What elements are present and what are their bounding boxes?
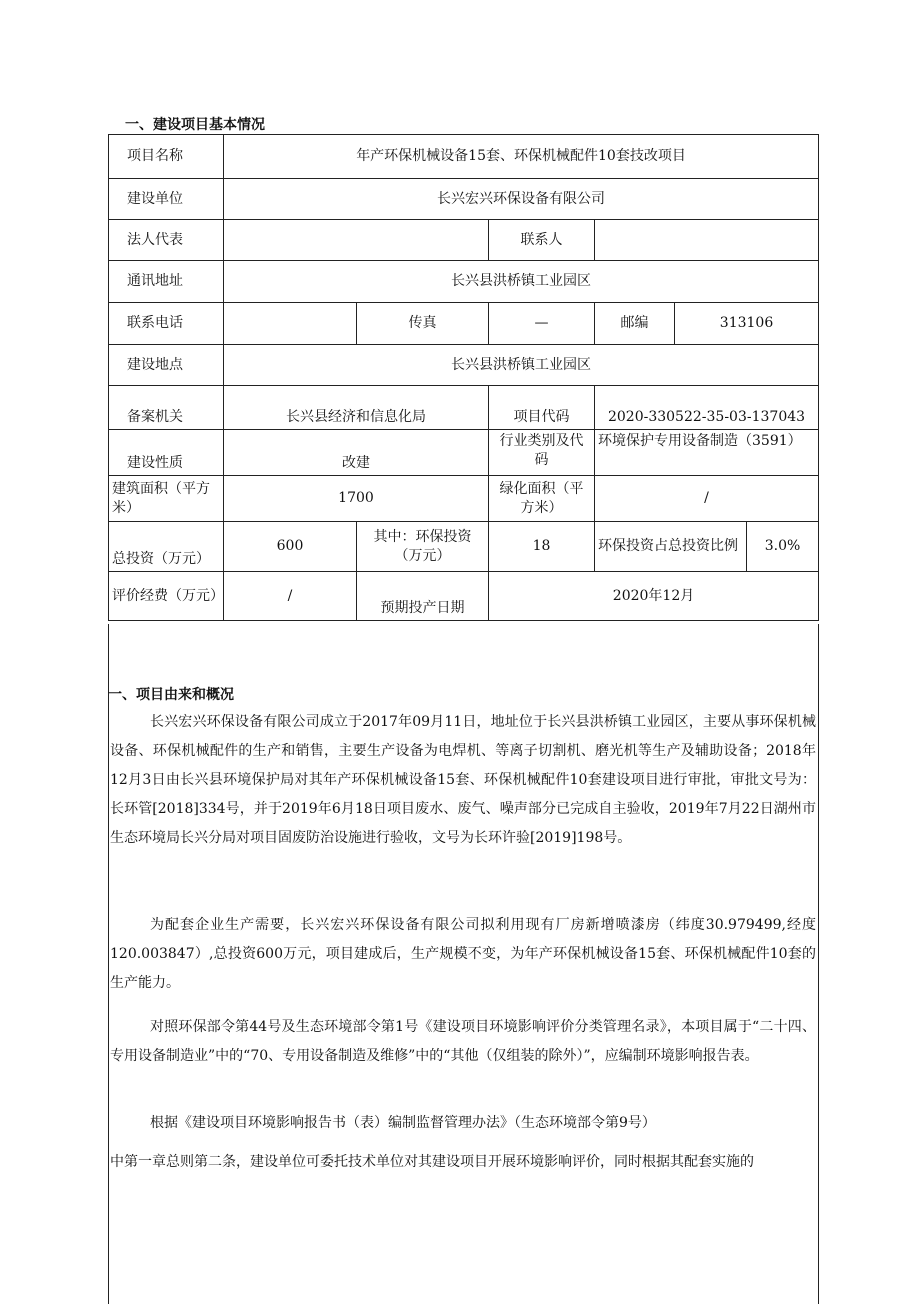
area-value: 1700 [224, 476, 489, 522]
section-title-background: 一、项目由来和概况 [108, 687, 234, 703]
paragraph-classification: 对照环保部令第44号及生态环境部令第1号《建设项目环境影响评价分类管理名录》，本项目属于“二十四、专用设备制造业”中的“70、专用设备制造及维修”中的“其他（仅组装的除外）”，应编制环境影响报告表。 [110, 1019, 816, 1064]
contact-label: 联系人 [489, 220, 595, 261]
table-row [109, 345, 819, 386]
industry-label: 行业类别及代码 [489, 430, 595, 476]
invest-value: 600 [224, 522, 357, 572]
site-value: 长兴县洪桥镇工业园区 [224, 345, 819, 386]
basic-info-table [108, 134, 819, 621]
table-row [109, 220, 819, 261]
legal-rep-label: 法人代表 [109, 220, 224, 261]
postcode-value: 313106 [675, 303, 819, 345]
code-label: 项目代码 [489, 386, 595, 430]
nature-value: 改建 [224, 430, 489, 476]
filing-label: 备案机关 [109, 386, 224, 430]
builder-value: 长兴宏兴环保设备有限公司 [224, 179, 819, 220]
industry-value: 环境保护专用设备制造（3591） [595, 430, 819, 476]
date-value: 2020年12月 [489, 572, 819, 621]
date-label: 预期投产日期 [357, 572, 489, 621]
basic-info-table-wrap [108, 134, 818, 621]
address-value: 长兴县洪桥镇工业园区 [224, 261, 819, 303]
paragraph-regulation-cont: 中第一章总则第二条，建设单位可委托技术单位对其建设项目开展环境影响评价，同时根据其配套实施的 [110, 1154, 754, 1170]
fax-value: — [489, 303, 595, 345]
green-value: / [595, 476, 819, 522]
paragraph-plan: 为配套企业生产需要，长兴宏兴环保设备有限公司拟利用现有厂房新增喷漆房（纬度30.979499,经度120.003847）,总投资600万元，项目建成后，生产规模不变，为年产环保机械设备15套、环保机械配件10套的生产能力。 [110, 917, 816, 991]
paragraph-background: 长兴宏兴环保设备有限公司成立于2017年09月11日，地址位于长兴县洪桥镇工业园区，主要从事环保机械设备、环保机械配件的生产和销售，主要生产设备为电焊机、等离子切割机、磨光机等生产及辅助设备；2018年12月3日由长兴县环境保护局对其年产环保机械设备15套、环保机械配件10套建设项目进行审批，审批文号为：长环管[2018]334号，并于2019年6月18日项目废水、废气、噪声部分已完成自主验收，2019年7月22日湖州市生态环境局长兴分局对项目固废防治设施进行验收，文号为长环许验[2019]198号。 [110, 714, 816, 846]
project-name-label: 项目名称 [109, 135, 224, 179]
contact-value [595, 220, 819, 261]
ratio-label: 环保投资占总投资比例 [595, 522, 747, 572]
table-row [109, 303, 819, 345]
section-title-basic-info: 一、建设项目基本情况 [125, 117, 265, 133]
table-row [109, 522, 819, 572]
green-label: 绿化面积（平方米） [489, 476, 595, 522]
code-value: 2020-330522-35-03-137043 [595, 386, 819, 430]
postcode-label: 邮编 [595, 303, 675, 345]
ratio-value: 3.0% [747, 522, 819, 572]
nature-label: 建设性质 [109, 430, 224, 476]
builder-label: 建设单位 [109, 179, 224, 220]
table-row [109, 386, 819, 430]
area-label: 建筑面积（平方米） [109, 476, 224, 522]
legal-rep-value [224, 220, 489, 261]
phone-value [224, 303, 357, 345]
table-row [109, 476, 819, 522]
address-label: 通讯地址 [109, 261, 224, 303]
project-name-value: 年产环保机械设备15套、环保机械配件10套技改项目 [224, 135, 819, 179]
invest-label: 总投资（万元） [109, 522, 224, 572]
fee-label: 评价经费（万元） [109, 572, 224, 621]
table-row [109, 430, 819, 476]
table-row [109, 179, 819, 220]
site-label: 建设地点 [109, 345, 224, 386]
table-row [109, 572, 819, 621]
env-invest-label: 其中：环保投资（万元） [357, 522, 489, 572]
fax-label: 传真 [357, 303, 489, 345]
fee-value: / [224, 572, 357, 621]
table-row [109, 135, 819, 179]
filing-value: 长兴县经济和信息化局 [224, 386, 489, 430]
table-row [109, 261, 819, 303]
paragraph-regulation: 根据《建设项目环境影响报告书（表）编制监督管理办法》（生态环境部令第9号） [150, 1115, 656, 1131]
env-invest-value: 18 [489, 522, 595, 572]
phone-label: 联系电话 [109, 303, 224, 345]
